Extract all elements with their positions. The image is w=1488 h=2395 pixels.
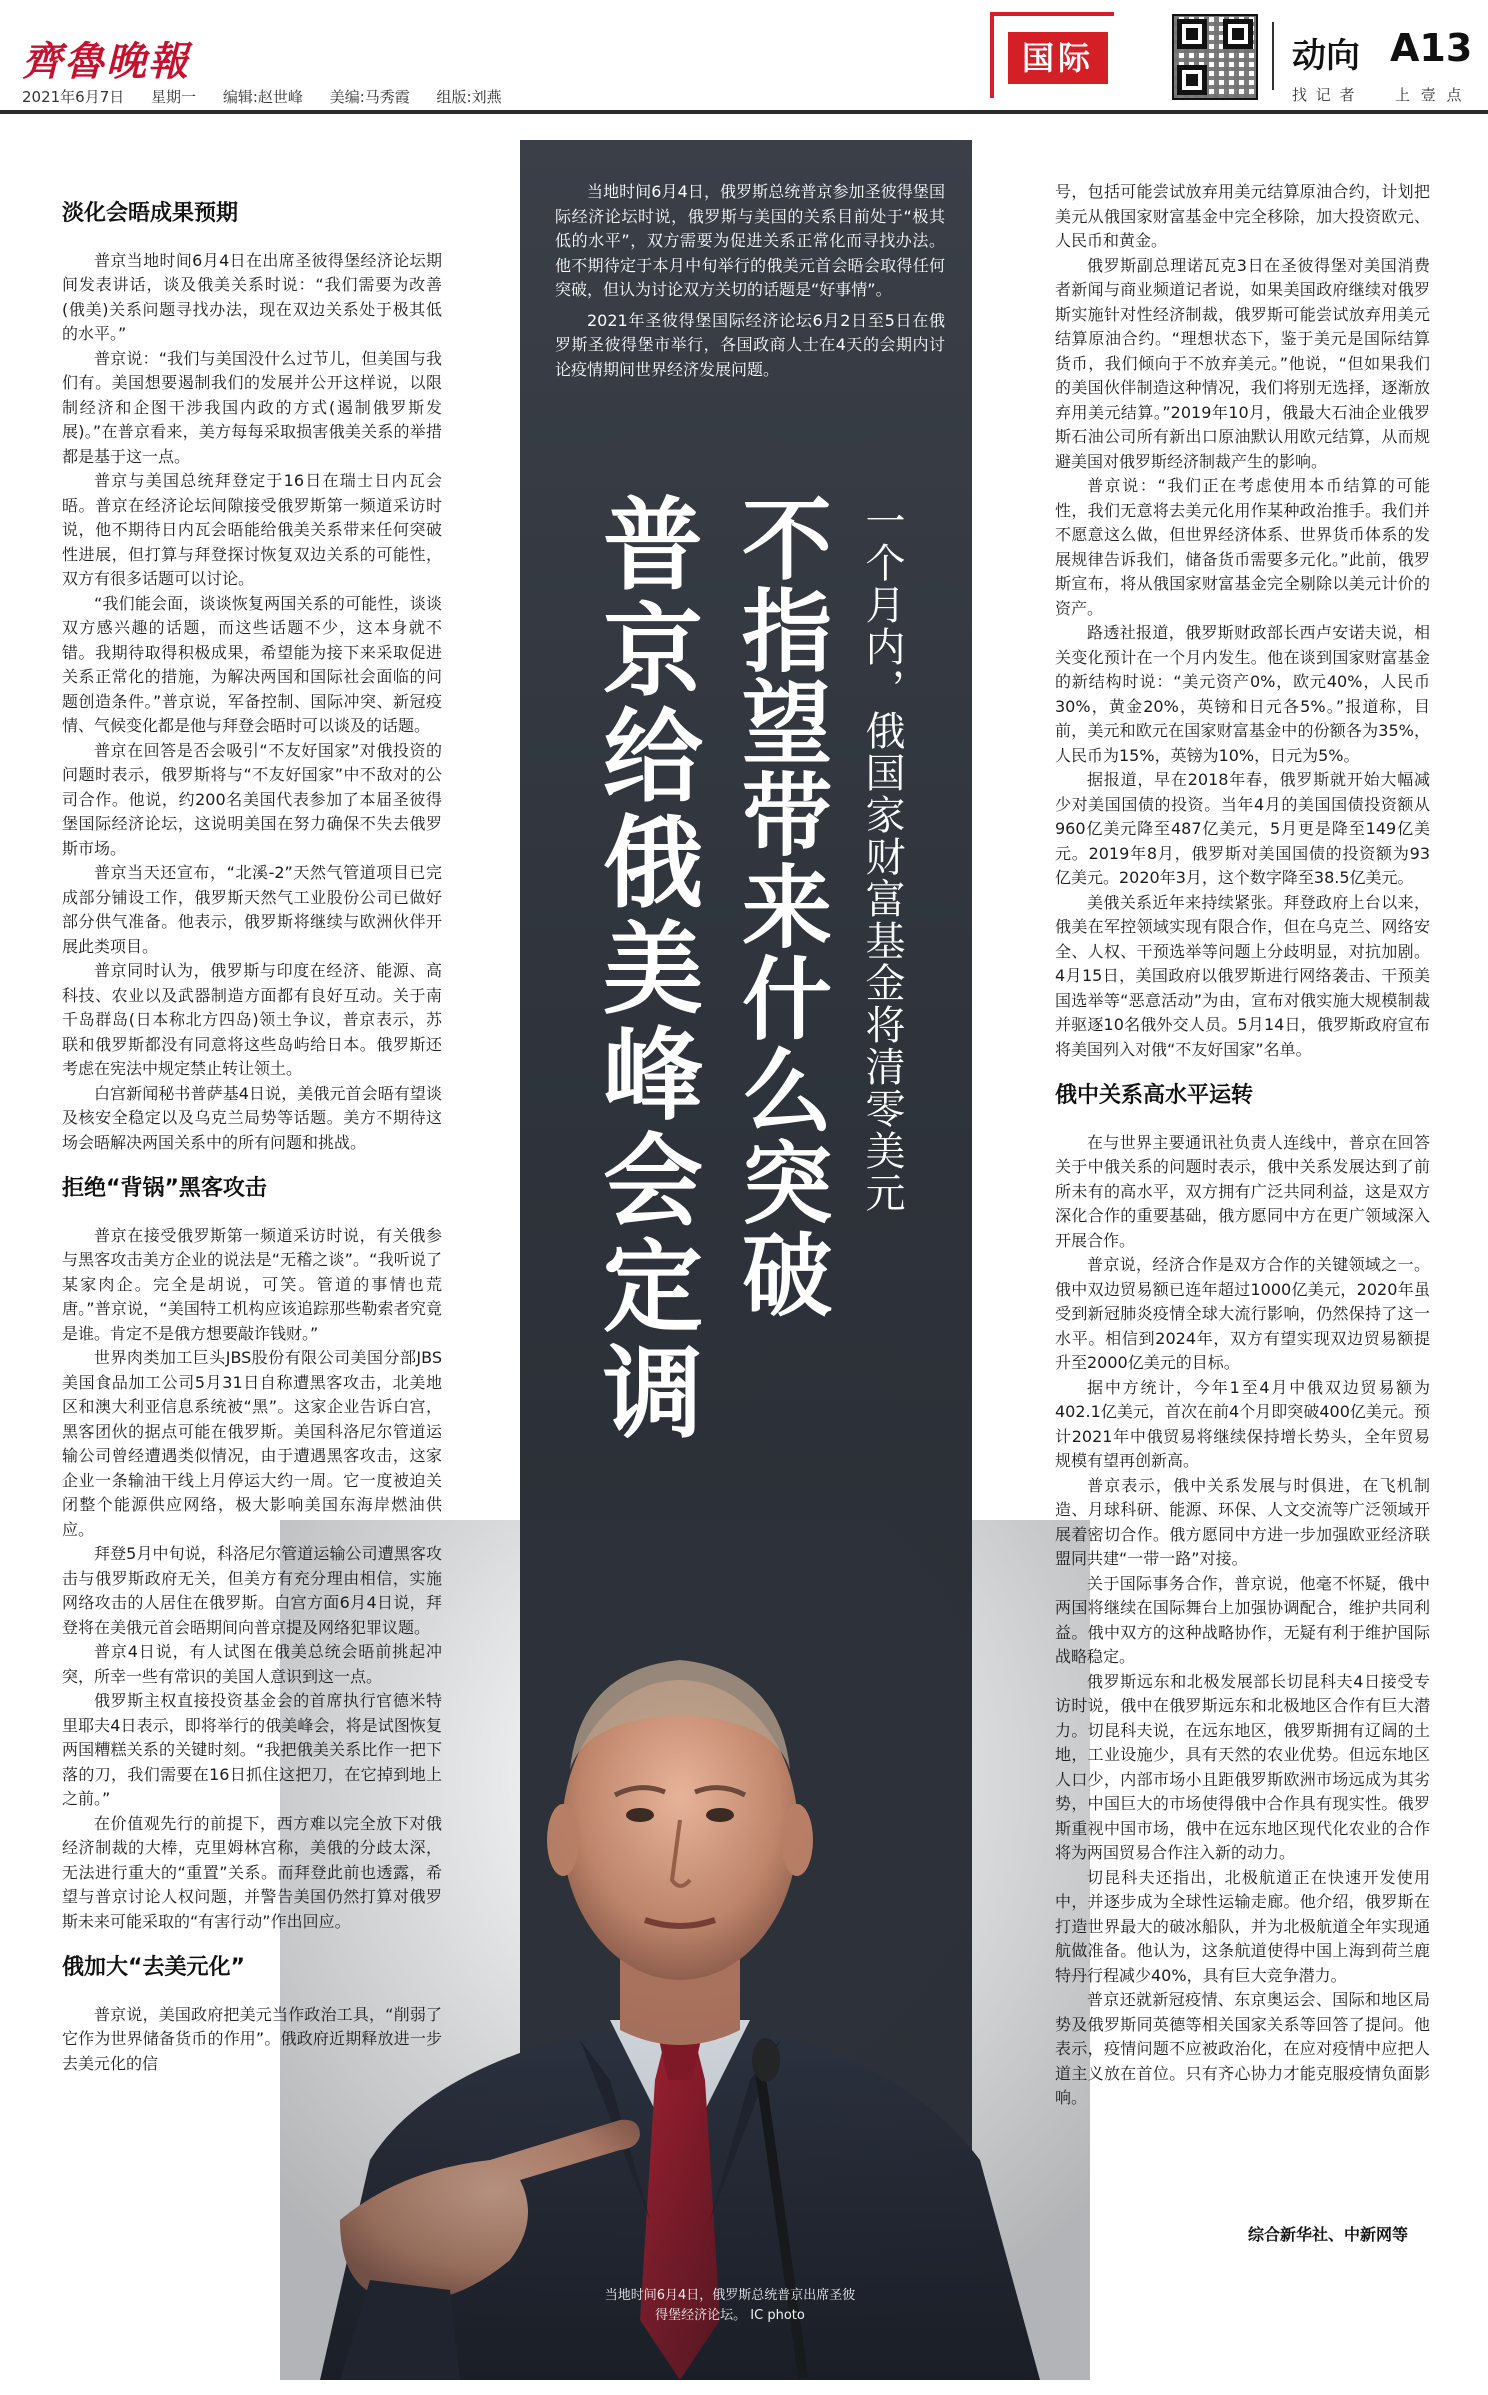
body-paragraph: 号，包括可能尝试放弃用美元结算原油合约，计划把美元从俄国家财富基金中完全移除，加大投资欧元、人民币和黄金。	[1055, 182, 1430, 250]
body-paragraph: 路透社报道，俄罗斯财政部长西卢安诺夫说，相关变化预计在一个月内发生。他在谈到国家财富基金的新结构时说：“美元资产0%，欧元40%，人民币30%，黄金20%，英镑和日元各5%。”报道称，目前，美元和欧元在国家财富基金中的份额各为35%，人民币为15%，英镑为10%，日元为5%。	[1055, 623, 1430, 765]
body-paragraph: 在与世界主要通讯社负责人连线中，普京在回答关于中俄关系的问题时表示，俄中关系发展达到了前所未有的高水平，双方拥有广泛共同利益，这是双方深化合作的重要基础，俄方愿同中方在更广领域深入开展合作。	[1055, 1132, 1430, 1250]
body-paragraph: 普京说，美国政府把美元当作政治工具，“削弱了它作为世界储备货币的作用”。俄政府近期释放进一步去美元化的信	[62, 2004, 442, 2073]
left-article-column	[62, 202, 442, 2076]
layout-credit: 组版:刘燕	[436, 88, 502, 106]
body-paragraph: 普京说：“我们与美国没什么过节儿，但美国与我们有。美国想要遏制我们的发展并公开这样说，以限制经济和企图干涉我国内政的方式(遏制俄罗斯发展)。”在普京看来，美方每每采取损害俄美关系的举措都是基于这一点。	[62, 348, 442, 466]
section-name: 动向	[1292, 36, 1360, 76]
body-paragraph: 普京还就新冠疫情、东京奥运会、国际和地区局势及俄罗斯同英德等相关国家关系等回答了提问。他表示，疫情问题不应被政治化，在应对疫情中应把人道主义放在首位。只有齐心协力才能克服疫情负面影响。	[1055, 1990, 1430, 2107]
body-paragraph: 普京与美国总统拜登定于16日在瑞士日内瓦会晤。普京在经济论坛间隙接受俄罗斯第一频道采访时说，他不期待日内瓦会晤能给俄美关系带来任何突破性进展，但打算与拜登探讨恢复双边关系的可能性，双方有很多话题可以讨论。	[62, 471, 442, 588]
dateline	[22, 86, 524, 107]
sub-headline: 一个月内，俄国家财富基金将清零美元	[859, 500, 905, 1214]
body-paragraph: 俄罗斯副总理诺瓦克3日在圣彼得堡对美国消费者新闻与商业频道记者说，如果美国政府继续对俄罗斯实施针对性经济制裁，俄罗斯可能尝试放弃用美元结算原油合约。“理想状态下，鉴于美元是国际结算货币，我们倾向于不放弃美元。”他说，“但如果我们的美国伙伴制造这种情况，我们将别无选择，逐渐放弃用美元结算。”2019年10月，俄最大石油企业俄罗斯石油公司所有新出口原油默认用欧元结算，从而规避美国对俄罗斯经济制裁产生的影响。	[1055, 255, 1430, 471]
body-paragraph: 据报道，早在2018年春，俄罗斯就开始大幅减少对美国国债的投资。当年4月的美国国债投资额从960亿美元降至487亿美元，5月更是降至149亿美元。2019年8月，俄罗斯对美国国债的投资额为93亿美元。2020年3月，这个数字降至38.5亿美元。	[1055, 770, 1430, 887]
body-paragraph: 普京当天还宣布，“北溪-2”天然气管道项目已完成部分铺设工作，俄罗斯天然气工业股份公司已做好部分供气准备。他表示，俄罗斯将继续与欧洲伙伴开展此类项目。	[62, 863, 442, 956]
photo-caption: 当地时间6月4日，俄罗斯总统普京出席圣彼得堡经济论坛。 IC photo	[604, 2288, 856, 2323]
section-heading: 俄中关系高水平运转	[1055, 1083, 1254, 1108]
body-paragraph: 普京在回答是否会吸引“不友好国家”对俄投资的问题时表示，俄罗斯将与“不友好国家”中不敌对的公司合作。他说，约200名美国代表参加了本届圣彼得堡国际经济论坛，这说明美国在努力确保不失去俄罗斯市场。	[62, 740, 442, 858]
body-paragraph: 在价值观先行的前提下，西方难以完全放下对俄经济制裁的大棒，克里姆林宫称，美俄的分歧太深，无法进行重大的“重置”关系。而拜登此前也透露，希望与普京讨论人权问题，并警告美国仍然打算对俄罗斯未来可能采取的“有害行动”作出回应。	[62, 1813, 442, 1931]
issue-weekday: 星期一	[151, 88, 197, 106]
section-tag: 国际	[1008, 32, 1108, 84]
section-heading: 淡化会晤成果预期	[62, 201, 239, 226]
article-lede	[555, 180, 945, 382]
page-number: A13	[1390, 26, 1473, 70]
header-divider	[0, 110, 1488, 114]
issue-date: 2021年6月7日	[22, 88, 125, 106]
article-source: 综合新华社、中新网等	[1248, 2225, 1409, 2244]
body-paragraph: 普京4日说，有人试图在俄美总统会晤前挑起冲突，所幸一些有常识的美国人意识到这一点。	[62, 1642, 442, 1686]
lede-paragraph: 当地时间6月4日，俄罗斯总统普京参加圣彼得堡国际经济论坛时说，俄罗斯与美国的关系目前处于“极其低的水平”，双方需要为促进关系正常化而寻找办法。他不期待定于本月中旬举行的俄美元首会晤会取得任何突破，但认为讨论双方关切的话题是“好事情”。	[555, 182, 945, 299]
body-paragraph: 据中方统计，今年1至4月中俄双边贸易额为402.1亿美元，首次在前4个月即突破400亿美元。预计2021年中俄贸易将继续保持增长势头，全年贸易规模有望再创新高。	[1055, 1377, 1430, 1470]
header-vertical-rule	[1272, 22, 1274, 90]
body-paragraph: 美俄关系近年来持续紧张。拜登政府上台以来，俄美在军控领域实现有限合作，但在乌克兰、网络安全、人权、干预选举等问题上分歧明显，对抗加剧。4月15日，美国政府以俄罗斯进行网络袭击、干预美国选举等“恶意活动”为由，宣布对俄实施大规模制裁并驱逐10名俄外交人员。5月14日，俄罗斯政府宣布将美国列入对俄“不友好国家”名单。	[1055, 892, 1430, 1059]
reporter-contact-label: 找 记 者	[1292, 86, 1357, 104]
right-article-column	[1055, 180, 1430, 2111]
body-paragraph: 俄罗斯主权直接投资基金会的首席执行官德米特里耶夫4日表示，即将举行的俄美峰会，将是试图恢复两国糟糕关系的关键时刻。“我把俄美关系比作一把下落的刀，我们需要在16日抓住这把刀，在它掉到地上之前。”	[62, 1691, 442, 1808]
qr-code-icon[interactable]	[1172, 14, 1258, 100]
body-paragraph: 关于国际事务合作，普京说，他毫不怀疑，俄中两国将继续在国际舞台上加强协调配合，维护共同利益。俄中双方的这种战略协作，无疑有利于维护国际战略稳定。	[1055, 1573, 1430, 1666]
reporter-contact-app: 上 壹 点	[1395, 86, 1465, 104]
section-heading: 拒绝“背锅”黑客攻击	[62, 1176, 267, 1201]
body-paragraph: 普京表示，俄中关系发展与时俱进，在飞机制造、月球科研、能源、环保、人文交流等广泛领域开展着密切合作。俄方愿同中方进一步加强欧亚经济联盟同共建“一带一路”对接。	[1055, 1475, 1430, 1568]
secondary-headline: 不指望带来什么突破	[726, 492, 831, 1320]
body-paragraph: “我们能会面，谈谈恢复两国关系的可能性，谈谈双方感兴趣的话题，而这些话题不少，这本身就不错。我期待取得积极成果，希望能为接下来采取促进关系正常化的措施，为解决两国和国际社会面临的问题创造条件。”普京说，军备控制、国际冲突、新冠疫情、气候变化都是他与拜登会晤时可以谈及的话题。	[62, 593, 442, 735]
designer-credit: 美编:马秀霞	[329, 88, 410, 106]
newspaper-masthead: 齊魯晚報	[22, 38, 190, 85]
body-paragraph: 普京在接受俄罗斯第一频道采访时说，有关俄参与黑客攻击美方企业的说法是“无稽之谈”。“我听说了某家肉企。完全是胡说，可笑。管道的事情也荒唐。”普京说，“美国特工机构应该追踪那些勒索者究竟是谁。肯定不是俄方想要敲诈钱财。”	[62, 1225, 442, 1343]
body-paragraph: 切昆科夫还指出，北极航道正在快速开发使用中，并逐步成为全球性运输走廊。他介绍，俄罗斯在打造世界最大的破冰船队，并为北极航道全年实现通航做准备。他认为，这条航道使得中国上海到荷兰鹿特丹行程减少40%，具有巨大竞争潜力。	[1055, 1867, 1430, 1985]
body-paragraph: 普京说：“我们正在考虑使用本币结算的可能性，我们无意将去美元化用作某种政治推手。我们并不愿意这么做，但世界经济体系、世界货币体系的发展规律告诉我们，储备货币需要多元化。”此前，俄罗斯宣布，将从俄国家财富基金完全剔除以美元计价的资产。	[1055, 476, 1430, 618]
body-paragraph: 普京说，经济合作是双方合作的关键领域之一。俄中双边贸易额已连年超过1000亿美元，2020年虽受到新冠肺炎疫情全球大流行影响，仍然保持了这一水平。相信到2024年，双方有望实现双边贸易额提升至2000亿美元的目标。	[1055, 1255, 1430, 1372]
body-paragraph: 拜登5月中旬说，科洛尼尔管道运输公司遭黑客攻击与俄罗斯政府无关，但美方有充分理由相信，实施网络攻击的人居住在俄罗斯。白宫方面6月4日说，拜登将在美俄元首会晤期间向普京提及网络犯罪议题。	[62, 1544, 442, 1637]
main-headline: 普京给俄美峰会定调	[586, 492, 703, 1446]
lede-paragraph: 2021年圣彼得堡国际经济论坛6月2日至5日在俄罗斯圣彼得堡市举行，各国政商人士在4天的会期内讨论疫情期间世界经济发展问题。	[555, 310, 945, 379]
editor-credit: 编辑:赵世峰	[222, 88, 303, 106]
body-paragraph: 俄罗斯远东和北极发展部长切昆科夫4日接受专访时说，俄中在俄罗斯远东和北极地区合作有巨大潜力。切昆科夫说，在远东地区，俄罗斯拥有辽阔的土地，工业设施少，具有天然的农业优势。但远东地区人口少，内部市场小且距俄罗斯欧洲市场远成为其劣势，中国巨大的市场使得俄中合作具有现实性。俄罗斯重视中国市场，俄中在远东地区现代化农业的合作将为两国贸易合作注入新的动力。	[1055, 1671, 1430, 1862]
body-paragraph: 普京当地时间6月4日在出席圣彼得堡经济论坛期间发表讲话，谈及俄美关系时说：“我们需要为改善(俄美)关系问题寻找办法，现在双边关系处于极其低的水平。”	[62, 250, 442, 343]
section-heading: 俄加大“去美元化”	[62, 1955, 245, 1980]
body-paragraph: 世界肉类加工巨头JBS股份有限公司美国分部JBS美国食品加工公司5月31日自称遭黑客攻击，北美地区和澳大利亚信息系统被“黑”。这家企业告诉白宫，黑客团伙的据点可能在俄罗斯。美国科洛尼尔管道运输公司曾经遭遇类似情况，由于遭遇黑客攻击，这家企业一条输油干线上月停运大约一周。它一度被迫关闭整个能源供应网络，极大影响美国东海岸燃油供应。	[62, 1348, 442, 1539]
body-paragraph: 白宫新闻秘书普萨基4日说，美俄元首会晤有望谈及核安全稳定以及乌克兰局势等话题。美方不期待这场会晤解决两国关系中的所有问题和挑战。	[62, 1083, 442, 1152]
body-paragraph: 普京同时认为，俄罗斯与印度在经济、能源、高科技、农业以及武器制造方面都有良好互动。关于南千岛群岛(日本称北方四岛)领土争议，普京表示，苏联和俄罗斯都没有同意将这些岛屿给日本。俄罗斯还考虑在宪法中规定禁止转让领土。	[62, 961, 442, 1078]
